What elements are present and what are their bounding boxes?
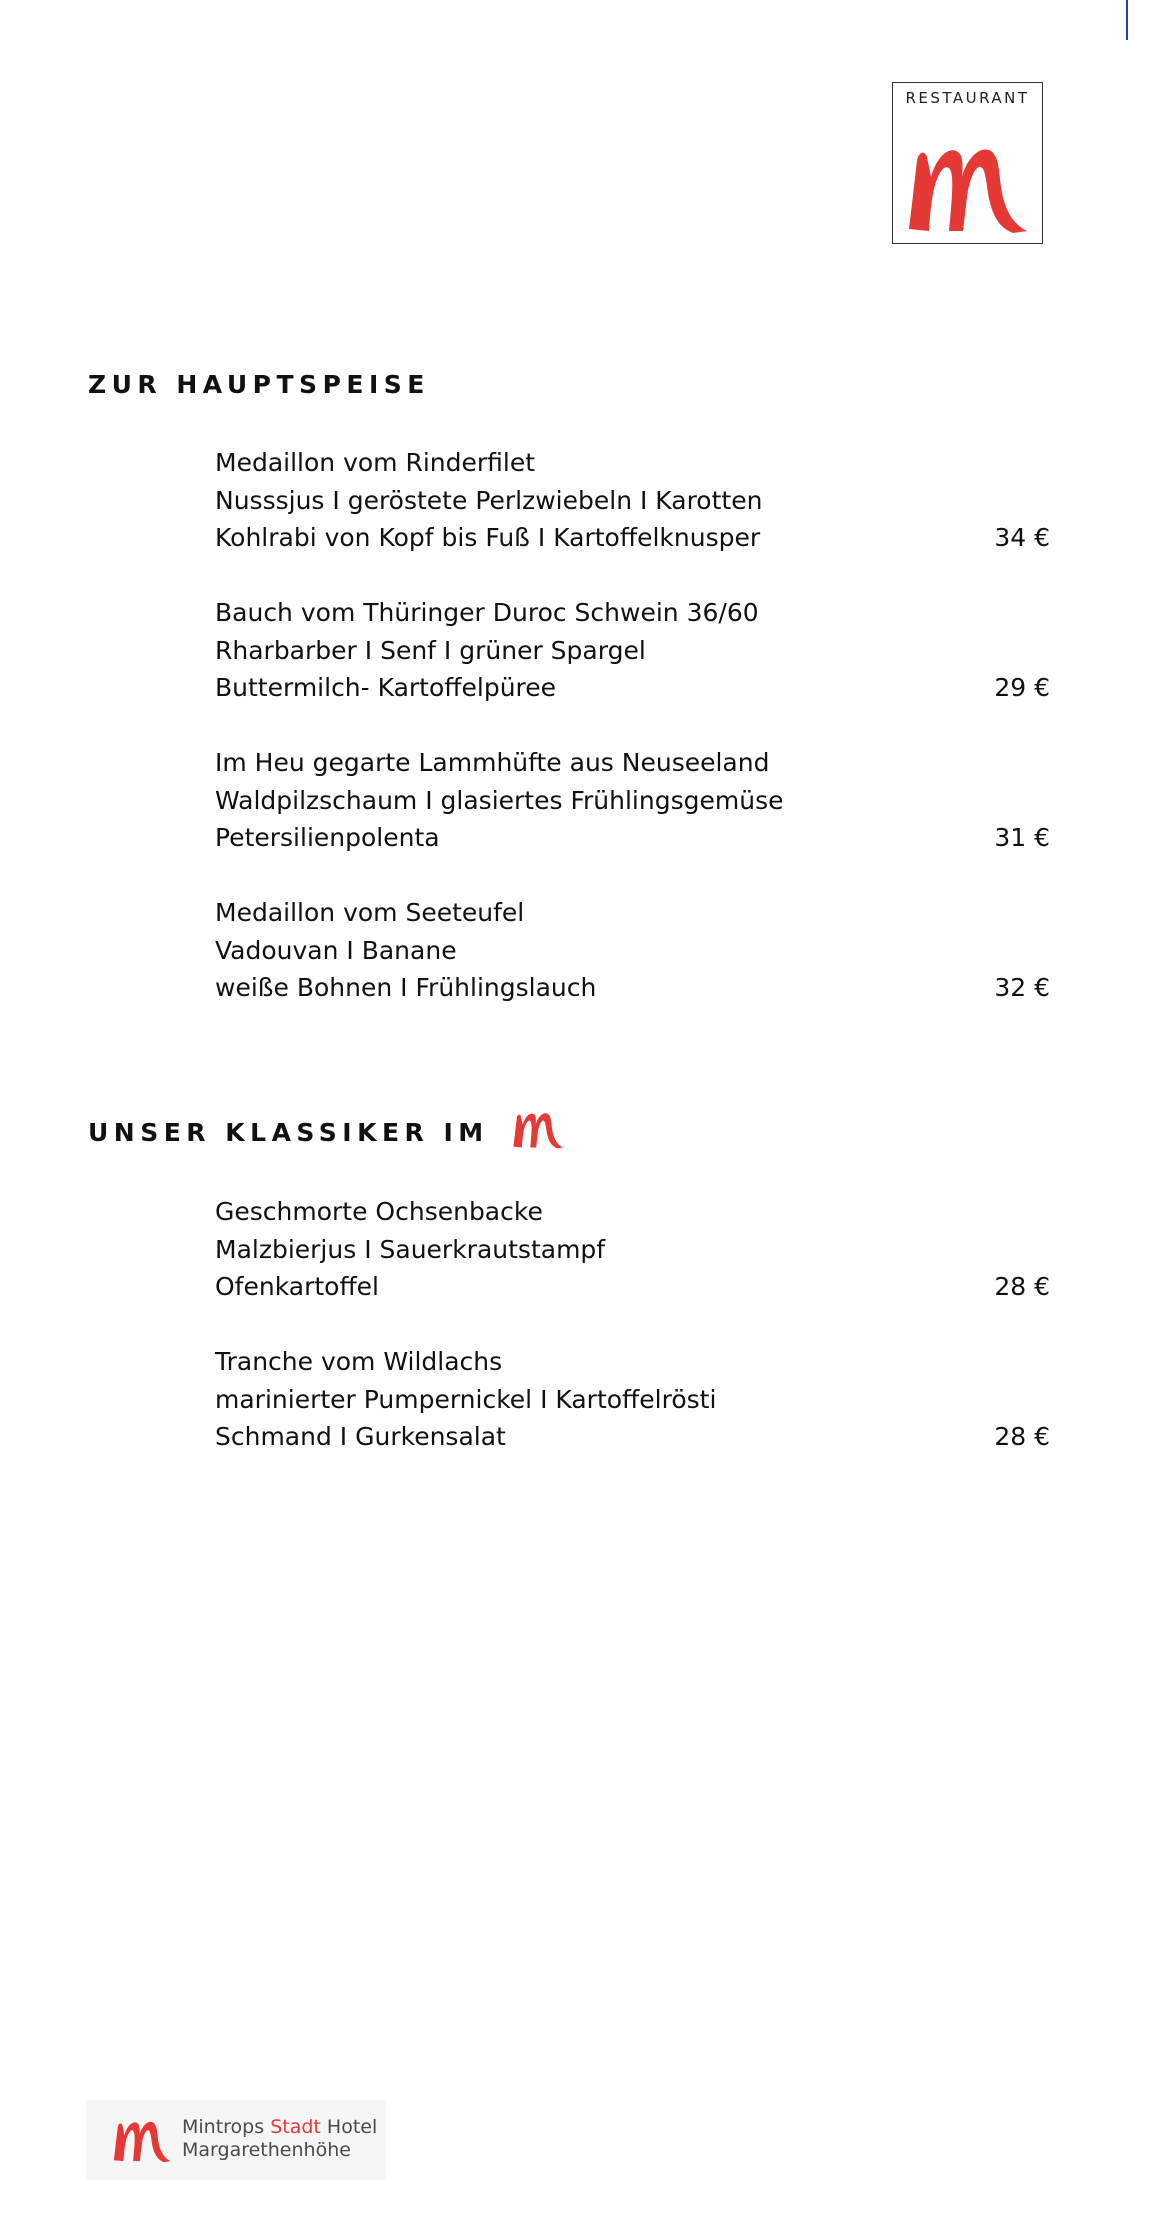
hotel-name-part-highlight: Stadt [270, 2116, 321, 2138]
dish-price: 31 € [994, 823, 1050, 852]
hotel-name-part: Hotel [326, 2116, 378, 2138]
dish-description: marinierter Pumpernickel I Kartoffelrösti [215, 1384, 717, 1414]
dish-duroc-schwein [215, 594, 1050, 707]
dish-description: Malzbierjus I Sauerkrautstampf [215, 1234, 606, 1264]
dish-description [215, 969, 1050, 1007]
dish-description-text: Petersilienpolenta [215, 823, 440, 852]
hotel-name [182, 2116, 377, 2162]
hotel-logo [86, 2100, 386, 2180]
dish-rinderfilet [215, 444, 1050, 557]
dish-wildlachs [215, 1343, 1050, 1456]
dish-description-text: weiße Bohnen I Frühlingslauch [215, 973, 597, 1002]
dish-description-text: Buttermilch- Kartoffelpüree [215, 673, 557, 702]
m-logo-icon [509, 1108, 567, 1150]
m-logo-icon [110, 2112, 174, 2168]
dish-description [215, 669, 1050, 707]
restaurant-logo [892, 82, 1043, 244]
page-edge-mark [1126, 0, 1128, 40]
dish-name: Bauch vom Thüringer Duroc Schwein 36/60 [215, 598, 759, 627]
hotel-name-line-2: Margarethenhöhe [182, 2139, 351, 2161]
dish-description-text: Kohlrabi von Kopf bis Fuß I Kartoffelknusper [215, 523, 761, 552]
dish-name: Medaillon vom Seeteufel [215, 898, 525, 927]
dish-description: Nusssjus I geröstete Perlzwiebeln I Karotten [215, 485, 763, 515]
dish-description [215, 519, 1050, 557]
dish-description: Vadouvan I Banane [215, 935, 457, 965]
dish-price: 34 € [994, 523, 1050, 552]
dish-price: 29 € [994, 673, 1050, 702]
dish-description-text: Schmand I Gurkensalat [215, 1422, 506, 1451]
m-logo-icon [901, 137, 1034, 237]
restaurant-logo-word: RESTAURANT [905, 89, 1030, 107]
dish-ochsenbacke [215, 1193, 1050, 1306]
dish-description [215, 819, 1050, 857]
dish-description-text: Ofenkartoffel [215, 1272, 379, 1301]
hotel-name-part: Mintrops [182, 2116, 265, 2138]
dish-seeteufel [215, 894, 1050, 1007]
dish-price: 32 € [994, 973, 1050, 1002]
dish-description [215, 1418, 1050, 1456]
dish-description: Waldpilzschaum I glasiertes Frühlingsgemüse [215, 785, 784, 815]
hotel-name-line-1 [182, 2116, 377, 2139]
dish-lammhuefte [215, 744, 1050, 857]
section-title-classics [88, 1118, 567, 1150]
dish-name: Medaillon vom Rinderfilet [215, 448, 536, 477]
dish-name: Im Heu gegarte Lammhüfte aus Neuseeland [215, 748, 770, 777]
section-title-main-courses: ZUR HAUPTSPEISE [88, 370, 430, 399]
section-title-text: UNSER KLASSIKER IM [88, 1118, 489, 1147]
dish-description [215, 1268, 1050, 1306]
dish-name: Tranche vom Wildlachs [215, 1347, 503, 1376]
dish-name: Geschmorte Ochsenbacke [215, 1197, 543, 1226]
dish-price: 28 € [994, 1272, 1050, 1301]
dish-price: 28 € [994, 1422, 1050, 1451]
dish-description: Rharbarber I Senf I grüner Spargel [215, 635, 646, 665]
